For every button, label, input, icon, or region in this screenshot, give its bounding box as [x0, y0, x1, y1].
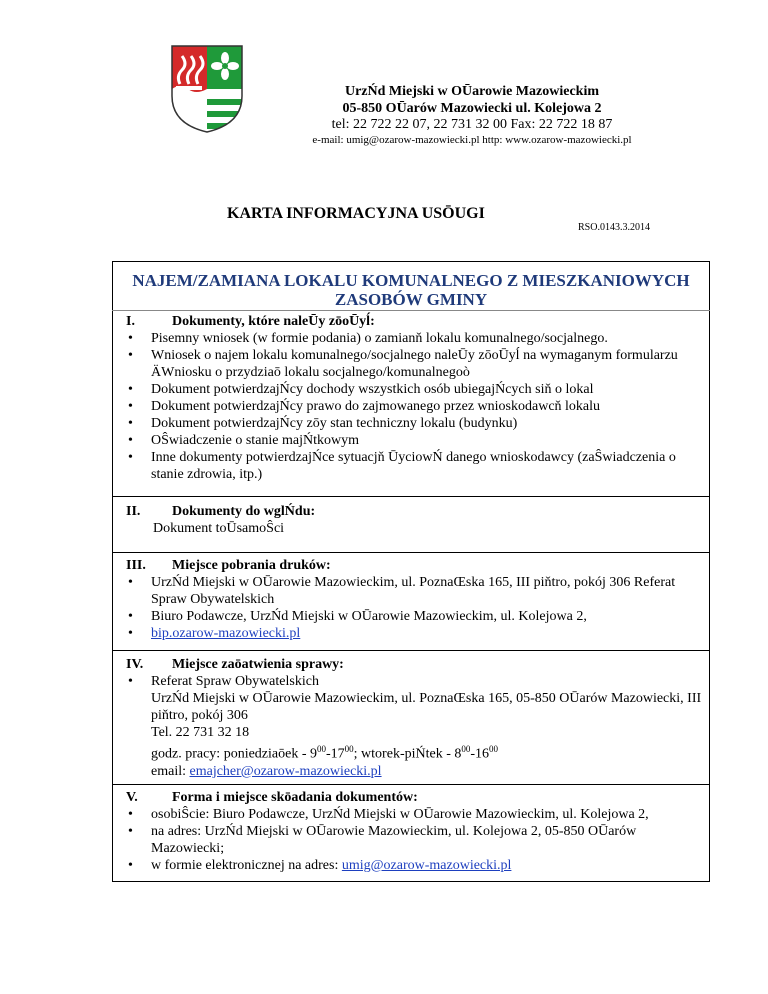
- section-number: III.: [126, 558, 146, 573]
- section-number: V.: [126, 790, 138, 805]
- handling-location-list: [126, 673, 706, 690]
- office-email-web: e-mail: umig@ozarow-mazowiecki.pl http: www.ozarow-mazowiecki.pl: [312, 134, 632, 146]
- hours-text: godz. pracy: poniedziaōek - 9: [151, 746, 317, 762]
- main-heading: NAJEM/ZAMIANA LOKALU KOMUNALNEGO Z MIESZKANIOWYCH ZASOBÓW GMINY: [132, 271, 690, 309]
- email-link[interactable]: emajcher@ozarow-mazowiecki.pl: [189, 763, 382, 779]
- table-border-bottom: [112, 881, 710, 882]
- section-header: [126, 557, 706, 574]
- section-title: Dokumenty do wglŃdu:: [172, 504, 316, 519]
- list-item: • Dokument potwierdzajŃcy zōy stan techniczny lokalu (budynku): [126, 415, 706, 432]
- row-divider: [112, 496, 710, 497]
- section-forms-location: [126, 557, 706, 642]
- row-divider: [112, 784, 710, 785]
- table-border-top: [112, 261, 710, 262]
- row-divider: [112, 310, 710, 311]
- section-header: [126, 313, 706, 330]
- section-title: Dokumenty, które naleŪy zōoŪyĺ:: [172, 314, 375, 329]
- section-submission-form: [126, 789, 706, 874]
- electronic-label: w formie elektronicznej na adres:: [151, 858, 339, 873]
- list-item: • Inne dokumenty potwierdzajŃce sytuacjň ŪyciowŃ danego wnioskodawcy (zaŜwiadczenia o stanie zdrowia, itp.): [126, 449, 706, 483]
- working-hours: [126, 741, 706, 763]
- list-item: • Dokument potwierdzajŃcy dochody wszystkich osób ubiegajŃcych siň o lokal: [126, 381, 706, 398]
- section-header: [126, 503, 706, 520]
- hours-sup: 00: [489, 744, 499, 754]
- documents-list: [126, 330, 706, 483]
- section-header: [126, 656, 706, 673]
- phone-text: Tel. 22 731 32 18: [151, 725, 250, 740]
- list-item: [126, 625, 706, 642]
- list-item: • Pisemny wniosek (w formie podania) o zamianň lokalu komunalnego/socjalnego.: [126, 330, 706, 347]
- list-item: • na adres: UrzŃd Miejski w OŪarowie Mazowieckim, ul. Kolejowa 2, 05-850 OŪarów Mazowiecki;: [126, 823, 706, 857]
- section-title: Forma i miejsce skōadania dokumentów:: [172, 790, 418, 805]
- bip-link[interactable]: bip.ozarow-mazowiecki.pl: [151, 626, 301, 641]
- row-divider: [112, 552, 710, 553]
- section-title: Miejsce zaōatwienia sprawy:: [172, 657, 344, 672]
- hours-sup: 00: [344, 744, 354, 754]
- hours-text: ; wtorek-piŃtek - 8: [353, 746, 462, 762]
- coat-of-arms-logo: [170, 44, 244, 134]
- email-label: email:: [151, 763, 186, 779]
- list-item: • Referat Spraw Obywatelskich: [126, 673, 706, 690]
- forms-location-list: [126, 574, 706, 642]
- list-item: • osobiŜcie: Biuro Podawcze, UrzŃd Miejski w OŪarowie Mazowieckim, ul. Kolejowa 2,: [126, 806, 706, 823]
- address-text: UrzŃd Miejski w OŪarowie Mazowieckim, ul. PoznaŒska 165, 05-850 OŪarów Mazowiecki, III piňtro, pokój 306: [151, 691, 702, 723]
- section-text: Dokument toŪsamoŜci: [153, 521, 285, 536]
- hours-text: -16: [470, 746, 490, 762]
- office-address: 05-850 OŪarów Mazowiecki ul. Kolejowa 2: [342, 101, 602, 116]
- section-number: I.: [126, 314, 135, 329]
- office-name: UrzŃd Miejski w OŪarowie Mazowieckim: [344, 84, 600, 99]
- section-documents-required: [126, 313, 706, 483]
- submission-list: [126, 806, 706, 874]
- list-item: • Dokument potwierdzajŃcy prawo do zajmowanego przez wnioskodawcň lokalu: [126, 398, 706, 415]
- list-item: [126, 857, 706, 874]
- electronic-email-link[interactable]: umig@ozarow-mazowiecki.pl: [341, 858, 512, 873]
- hours-sup: 00: [317, 744, 326, 754]
- row-divider: [112, 650, 710, 651]
- list-item: • Wniosek o najem lokalu komunalnego/socjalnego naleŪy zōoŪyĺ na wymaganym formularzu ÄWniosku o przydziaō lokalu socjalnego/komunalnegoò: [126, 347, 706, 381]
- list-item: • Biuro Podawcze, UrzŃd Miejski w OŪarowie Mazowieckim, ul. Kolejowa 2,: [126, 608, 706, 625]
- email-line: [126, 763, 706, 780]
- section-handling-location: [126, 656, 706, 780]
- hours-text: -17: [326, 746, 345, 762]
- reference-number: RSO.0143.3.2014: [578, 222, 650, 233]
- section-documents-to-view: [126, 503, 706, 537]
- section-number: II.: [126, 504, 141, 519]
- section-title: Miejsce pobrania druków:: [172, 558, 331, 573]
- list-item: • OŜwiadczenie o stanie majŃtkowym: [126, 432, 706, 449]
- card-title: KARTA INFORMACYJNA USŌUGI: [227, 205, 485, 222]
- section-header: [126, 789, 706, 806]
- list-item: • UrzŃd Miejski w OŪarowie Mazowieckim, ul. PoznaŒska 165, III piňtro, pokój 306 Referat Spraw Obywatelskich: [126, 574, 706, 608]
- office-phone: tel: 22 722 22 07, 22 731 32 00 Fax: 22 722 18 87: [331, 117, 613, 132]
- section-number: IV.: [126, 657, 144, 672]
- hours-sup: 00: [461, 744, 471, 754]
